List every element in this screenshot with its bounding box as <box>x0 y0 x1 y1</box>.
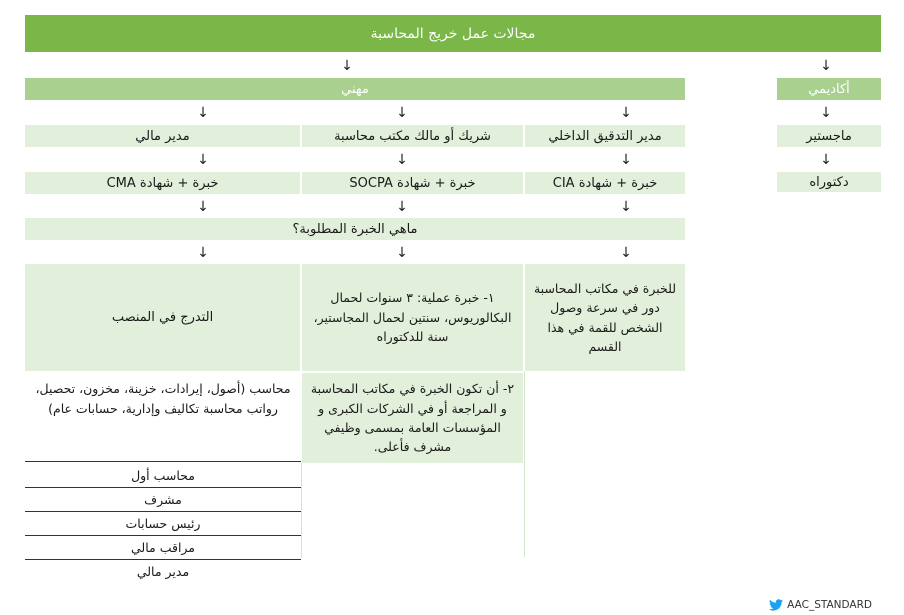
career-step: محاسب أول <box>25 463 301 488</box>
experience-cma: التدرج في المنصب <box>25 264 300 371</box>
experience-socpa-1: ١- خبرة عملية: ٣ سنوات لحمال البكالوريوس، سنتين لحمال المجاستير، سنة للدكتوراه <box>302 264 523 371</box>
experience-question: ماهي الخبرة المطلوبة؟ <box>25 218 685 240</box>
arrow-down-icon: ↓ <box>820 105 832 121</box>
experience-cia: للخبرة في مكاتب المحاسبة دور في سرعة وصول الشخص للقمة في هذا القسم <box>525 264 685 371</box>
arrow-down-icon: ↓ <box>820 152 832 168</box>
arrow-down-icon: ↓ <box>396 245 408 261</box>
arrow-down-icon: ↓ <box>620 245 632 261</box>
experience-socpa-2: ٢- أن تكون الخبرة في مكاتب المحاسبة و المراجعة أو في الشركات الكبرى و المؤسسات العامة بمسمى وظيفي مشرف فأعلى. <box>302 373 523 463</box>
academic-step: ماجستير <box>777 125 881 147</box>
arrow-down-icon: ↓ <box>396 152 408 168</box>
role-firm-partner: شريك أو مالك مكتب محاسبة <box>302 125 523 147</box>
career-step: مشرف <box>25 487 301 512</box>
arrow-down-icon: ↓ <box>396 199 408 215</box>
cert-cma: خبرة + شهادة CMA <box>25 172 300 194</box>
arrow-down-icon: ↓ <box>197 245 209 261</box>
arrow-down-icon: ↓ <box>620 152 632 168</box>
twitter-bird-icon <box>769 599 783 611</box>
cma-detail: محاسب (أصول، إيرادات، خزينة، مخزون، تحصيل، رواتب محاسبة تكاليف وإدارية، حسابات عام) <box>25 379 301 462</box>
footer-handle <box>769 599 872 611</box>
divider <box>524 371 525 557</box>
academic-header: أكاديمي <box>777 78 881 100</box>
arrow-down-icon: ↓ <box>396 105 408 121</box>
career-step: مدير مالي <box>136 563 190 579</box>
role-internal-audit: مدير التدقيق الداخلي <box>525 125 685 147</box>
academic-step: دكتوراه <box>777 172 881 192</box>
arrow-down-icon: ↓ <box>341 58 353 74</box>
professional-header: مهني <box>25 78 685 100</box>
arrow-down-icon: ↓ <box>620 199 632 215</box>
arrow-down-icon: ↓ <box>820 58 832 74</box>
arrow-down-icon: ↓ <box>197 152 209 168</box>
arrow-down-icon: ↓ <box>197 199 209 215</box>
footer-handle-text: AAC_STANDARD <box>787 599 872 611</box>
cert-cia: خبرة + شهادة CIA <box>525 172 685 194</box>
cert-socpa: خبرة + شهادة SOCPA <box>302 172 523 194</box>
divider <box>301 463 302 557</box>
career-step: رئيس حسابات <box>25 511 301 536</box>
page-title: مجالات عمل خريج المحاسبة <box>25 15 881 52</box>
arrow-down-icon: ↓ <box>197 105 209 121</box>
role-finance-manager: مدير مالي <box>25 125 300 147</box>
career-step: مراقب مالي <box>25 535 301 560</box>
arrow-down-icon: ↓ <box>620 105 632 121</box>
